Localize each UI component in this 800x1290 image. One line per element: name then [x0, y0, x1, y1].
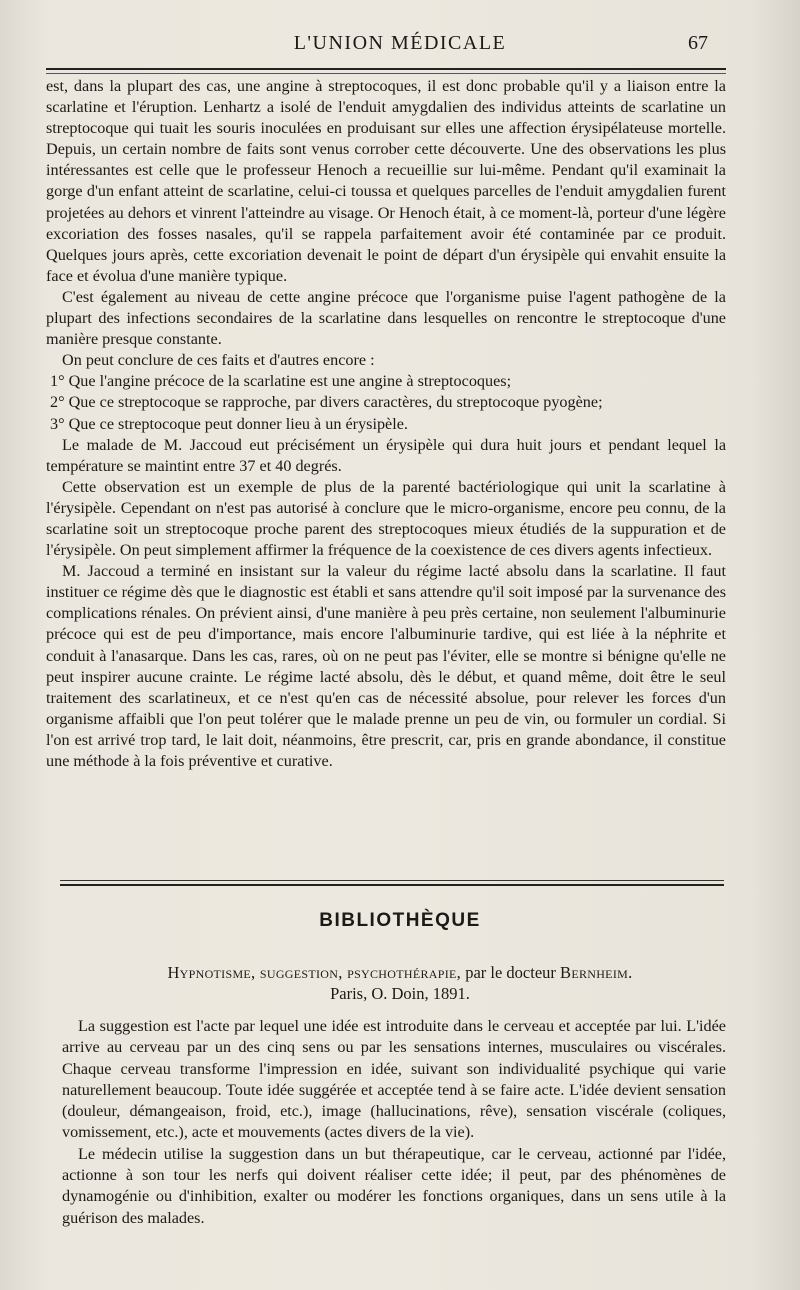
book-imprint: Paris, O. Doin, 1891. [330, 984, 470, 1003]
paragraph: Le malade de M. Jaccoud eut précisément un érysipèle qui dura huit jours et pendant lequel la température se maintint entre 37 et 40 degrés. [46, 435, 726, 475]
book-title-connector: par le docteur [461, 963, 561, 982]
conclusion-item: 1° Que l'angine précoce de la scarlatine est une angine à streptocoques; [50, 372, 512, 391]
running-header [0, 32, 800, 58]
journal-title: L'UNION MÉDICALE [293, 32, 507, 54]
paragraph: est, dans la plupart des cas, une angine à streptocoques, il est donc probable qu'il y a liaison entre la scarlatine et l'éruption. Lenhartz a isolé de l'enduit amygdalien des individus atteints de scarlatine un streptocoque qui tuait les souris inoculées en produisant sur elles une affection érysipélateuse mortelle. Depuis, un certain nombre de faits sont venus corrober cette découverte. Une des observations les plus intéressantes est celle que le professeur Henoch a recueillie sur lui-même. Pendant qu'il examinait la gorge d'un enfant atteint de scarlatine, celui-ci toussa et quelques parcelles de l'enduit amygdalien furent projetées au dehors et vinrent l'atteindre au visage. Or Henoch était, à ce moment-là, porteur d'une légère excoriation des fosses nasales, qu'il se rappela parfaitement avoir été contaminée par ce produit. Quelques jours après, cette excoriation devenait le point de départ d'un érysipèle qui envahit ensuite la face et évolua d'une manière typique. [46, 77, 726, 285]
paragraph: La suggestion est l'acte par lequel une idée est introduite dans le cerveau et acceptée par lui. L'idée arrive au cerveau par un des cinq sens ou par les sensations internes, musculaires ou viscérales. Chaque cerveau transforme l'impression en idée, suivant son individualité psychique qui varie naturellement beaucoup. Toute idée suggérée et acceptée tend à se faire acte. L'idée devient sensation (douleur, démangeaison, froid, etc.), image (hallucinations, rêve), sensation viscérale (coliques, vomissement, etc.), acte et mouvements (actes divers de la vie). [62, 1017, 726, 1142]
review-body [62, 1016, 726, 1229]
page-number: 67 [688, 32, 708, 54]
section-separator-rule [60, 880, 724, 886]
paragraph: Cette observation est un exemple de plus de la parenté bactériologique qui unit la scarlatine à l'érysipèle. Cependant on n'est pas autorisé à conclure que le micro-organisme, encore peu connu, de la scarlatine soit un streptocoque proche parent des streptocoques mieux étudiés de la suppuration et de l'érysipèle. On peut simplement affirmer la fréquence de la coexistence de ces divers agents infectieux. [46, 477, 726, 560]
article-body [46, 76, 726, 772]
section-heading: BIBLIOTHÈQUE [319, 910, 481, 931]
conclusion-item: 2° Que ce streptocoque se rapproche, par divers caractères, du streptocoque pyogène; [50, 393, 603, 412]
review-title-line [40, 962, 760, 983]
paragraph: C'est également au niveau de cette angine précoce que l'organisme puise l'agent pathogène de la plupart des infections secondaires de la scarlatine dans lesquelles on rencontre le streptocoque d'une manière presque constante. [46, 287, 726, 349]
book-author: Bernheim. [560, 963, 633, 982]
paragraph: M. Jaccoud a terminé en insistant sur la valeur du régime lacté absolu dans la scarlatine. Il faut instituer ce régime dès que le diagnostic est établi et sans attendre qu'il soit imposé par la survenance des complications rénales. On prévient ainsi, d'une manière à peu près certaine, non seulement l'albuminurie précoce qui est de peu d'importance, mais encore l'albuminurie tardive, qui est liée à la néphrite et conduit à l'anasarque. Dans les cas, rares, où on ne peut pas l'éviter, elle se montre si bénigne qu'elle ne peut inspirer aucune crainte. Le régime lacté absolu, dès le début, et quand même, doit être le seul traitement des scarlatineux, et ce n'est qu'en cas de nécessité absolue, pour relever les forces d'un organisme affaibli que l'on peut tolérer que le malade prenne un peu de vin, ou formuler un cordial. Si l'on est arrivé trop tard, le lait doit, néanmoins, être prescrit, car, pris en grande abondance, il constitue une méthode à la fois préventive et curative. [46, 562, 726, 770]
review-title [40, 962, 760, 1004]
conclusion-item: 3° Que ce streptocoque peut donner lieu à un érysipèle. [50, 414, 408, 433]
book-title: Hypnotisme, suggestion, psychothérapie, [167, 963, 462, 982]
paragraph: Le médecin utilise la suggestion dans un but thérapeutique, car le cerveau, actionné par l'idée, actionne à son tour les nerfs qui doivent réaliser cette idée; il peut, par des phénomènes de dynamogénie ou d'inhibition, exalter ou modérer les fonctions organiques, dans un sens utile à la guérison des malades. [62, 1144, 726, 1227]
header-rule [46, 68, 726, 74]
paragraph: On peut conclure de ces faits et d'autres encore : [62, 351, 375, 370]
